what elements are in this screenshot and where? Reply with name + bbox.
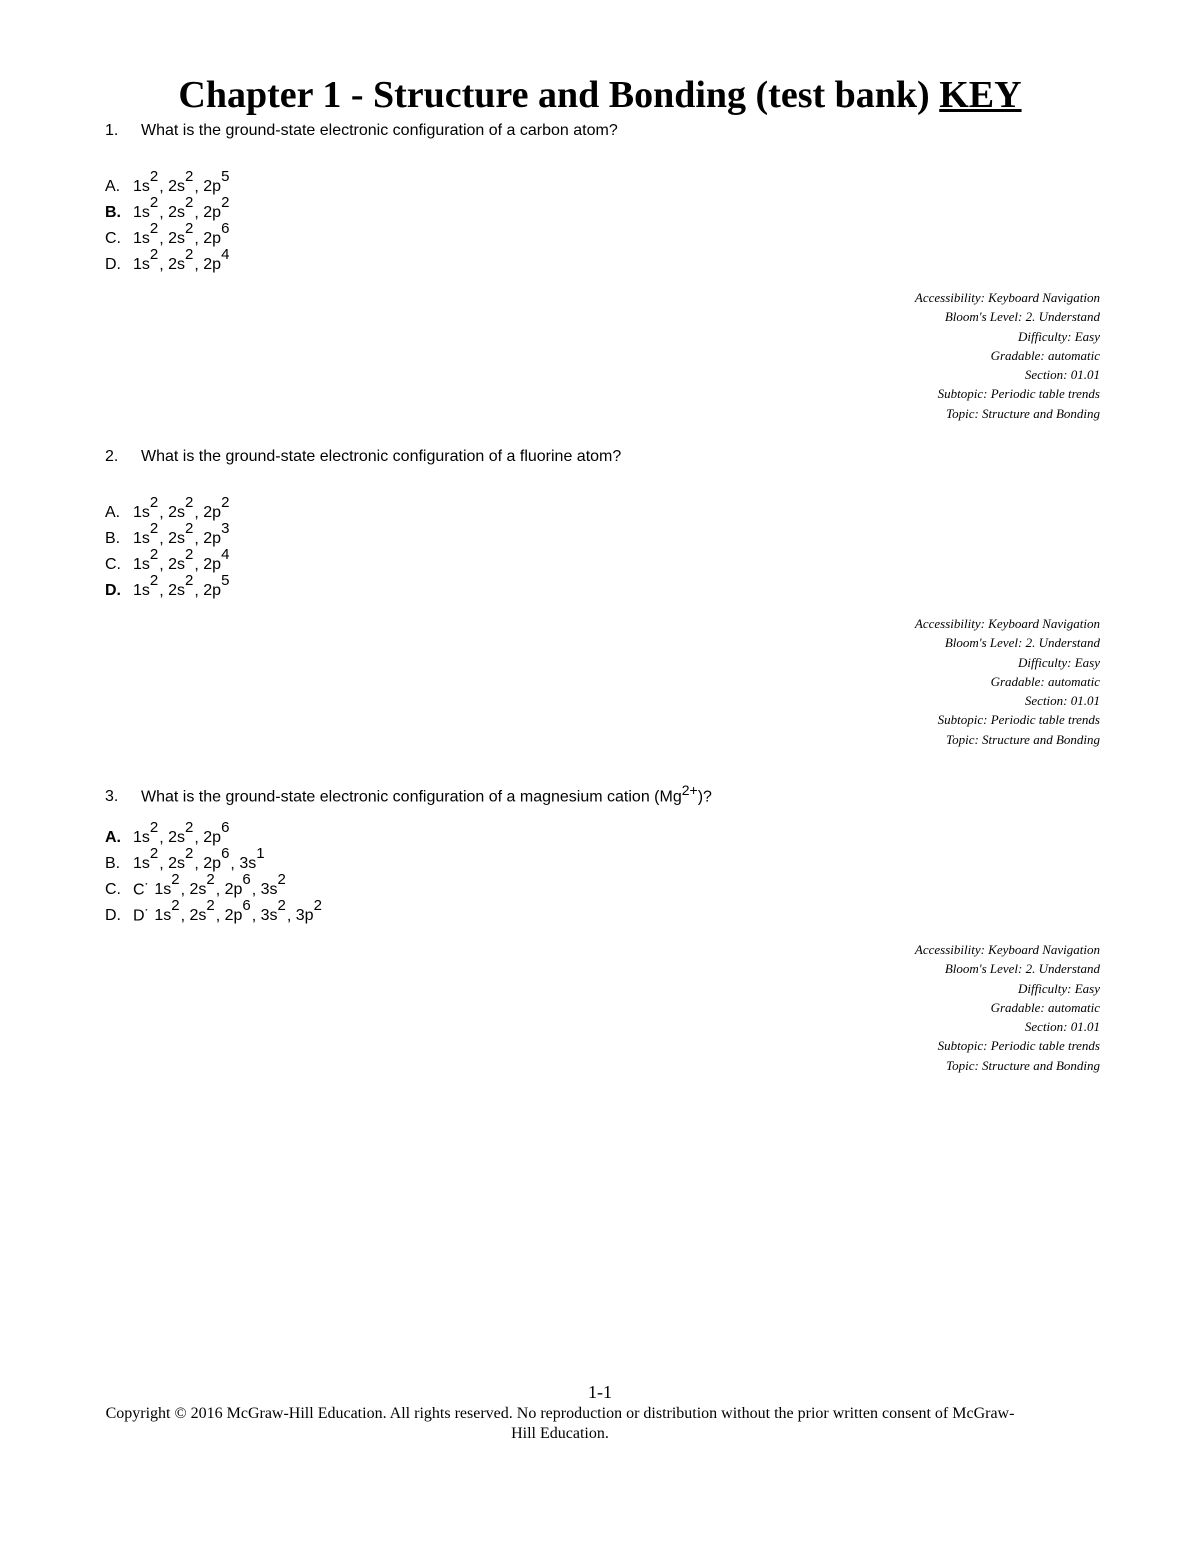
orbital-label: 1s xyxy=(154,881,172,899)
orbital-label: 3s xyxy=(239,855,257,873)
term-separator: , xyxy=(159,855,169,873)
term-separator: , xyxy=(251,907,261,925)
orbital-label: 2s xyxy=(168,230,186,248)
orbital-term xyxy=(168,220,194,248)
orbital-term xyxy=(133,819,159,847)
electron-count: 5 xyxy=(221,572,230,589)
orbital-term xyxy=(203,168,230,196)
term-separator: , xyxy=(159,256,169,274)
orbital-term xyxy=(133,246,159,274)
term-separator: , xyxy=(194,530,204,548)
answer-choice xyxy=(105,220,230,246)
orbital-label: 3p xyxy=(295,907,314,925)
orbital-label: 2p xyxy=(203,530,222,548)
metadata-line: Topic: Structure and Bonding xyxy=(946,1057,1100,1073)
electron-count: 2 xyxy=(149,168,159,185)
choice-letter: B. xyxy=(105,204,121,222)
electron-count: 2 xyxy=(185,168,194,185)
question-3-choices xyxy=(105,819,323,923)
orbital-label: 1s xyxy=(133,504,150,522)
metadata-line: Topic: Structure and Bonding xyxy=(946,405,1100,421)
question-number: 1. xyxy=(105,122,119,139)
term-separator: , xyxy=(194,230,204,248)
term-separator: , xyxy=(251,881,261,899)
orbital-label: 2s xyxy=(168,204,186,222)
term-separator: , xyxy=(286,907,296,925)
choice-letter: A. xyxy=(105,178,121,196)
term-separator: , xyxy=(194,178,204,196)
orbital-term xyxy=(203,572,230,600)
orbital-label: 1s xyxy=(133,178,150,196)
electron-count: 2 xyxy=(185,194,194,211)
electron-count: 2 xyxy=(206,897,215,914)
term-separator: , xyxy=(159,530,169,548)
page-footer xyxy=(0,1382,1200,1444)
choice-letter: D. xyxy=(105,907,121,925)
orbital-label: 2p xyxy=(203,178,222,196)
orbital-term xyxy=(133,168,159,196)
orbital-term xyxy=(133,572,159,600)
term-separator: , xyxy=(194,256,204,274)
orbital-term xyxy=(154,871,180,899)
orbital-label: 3s xyxy=(260,907,278,925)
metadata-line: Section: 01.01 xyxy=(1024,1019,1100,1035)
orbital-label: 1s xyxy=(133,582,150,600)
orbital-label: 2s xyxy=(168,582,186,600)
electron-count: 2 xyxy=(277,897,286,914)
orbital-label: 1s xyxy=(133,230,150,248)
orbital-term xyxy=(224,897,251,925)
orbital-label: 2s xyxy=(168,556,186,574)
electron-count: 2 xyxy=(149,494,159,511)
orbital-label: 2p xyxy=(203,582,222,600)
orbital-label: 2s xyxy=(168,829,186,847)
choice-letter: B. xyxy=(105,855,121,873)
metadata-line: Difficulty: Easy xyxy=(1018,980,1100,996)
orbital-label: 1s xyxy=(133,530,150,548)
term-separator: , xyxy=(159,582,169,600)
orbital-term xyxy=(133,546,159,574)
orbital-label: 2p xyxy=(203,504,222,522)
electron-count: 2 xyxy=(185,845,194,862)
electron-count: 2 xyxy=(206,871,215,888)
electron-count: 2 xyxy=(149,819,159,836)
question-2-stem xyxy=(105,447,621,467)
orbital-term xyxy=(133,494,159,522)
question-3-stem xyxy=(105,780,712,807)
question-2-choices xyxy=(105,494,230,598)
metadata-line: Section: 01.01 xyxy=(1024,367,1100,383)
question-number: 3. xyxy=(105,788,119,806)
orbital-term xyxy=(203,845,230,873)
question-text-end: )? xyxy=(697,788,712,806)
question-1-metadata xyxy=(800,288,1100,423)
electron-count: 2 xyxy=(185,819,194,836)
question-number: 2. xyxy=(105,448,119,465)
answer-choice xyxy=(105,871,323,897)
orbital-term xyxy=(203,246,230,274)
answer-choice xyxy=(105,246,230,272)
term-separator: , xyxy=(194,855,204,873)
term-separator: , xyxy=(180,881,190,899)
metadata-line: Topic: Structure and Bonding xyxy=(946,731,1100,747)
question-text: What is the ground-state electronic configuration of a carbon atom? xyxy=(141,122,618,139)
answer-choice xyxy=(105,897,323,923)
question-1-stem xyxy=(105,121,618,141)
orbital-term xyxy=(133,845,159,873)
orbital-term xyxy=(189,871,215,899)
term-separator: , xyxy=(194,556,204,574)
choice-prefix: C˙ xyxy=(133,881,155,899)
term-separator: , xyxy=(159,829,169,847)
electron-count: 3 xyxy=(221,520,230,537)
orbital-term xyxy=(168,246,194,274)
page-title xyxy=(0,72,1200,118)
orbital-label: 2p xyxy=(224,907,243,925)
orbital-term xyxy=(154,897,180,925)
term-separator: , xyxy=(194,582,204,600)
orbital-label: 2s xyxy=(168,504,186,522)
electron-count: 2 xyxy=(149,194,159,211)
question-2-metadata xyxy=(800,614,1100,749)
orbital-label: 2s xyxy=(168,855,186,873)
term-separator: , xyxy=(159,178,169,196)
electron-count: 2 xyxy=(221,494,230,511)
term-separator: , xyxy=(215,881,225,899)
electron-count: 2 xyxy=(185,520,194,537)
orbital-term xyxy=(203,546,230,574)
orbital-label: 3s xyxy=(260,881,278,899)
term-separator: , xyxy=(159,230,169,248)
orbital-term xyxy=(203,494,230,522)
metadata-line: Gradable: automatic xyxy=(990,673,1100,689)
answer-choice xyxy=(105,168,230,194)
title-main: Chapter 1 - Structure and Bonding (test bank) xyxy=(178,74,930,116)
orbital-term xyxy=(168,168,194,196)
electron-count: 2 xyxy=(149,246,159,263)
electron-count: 2 xyxy=(149,546,159,563)
choice-letter: C. xyxy=(105,556,121,574)
metadata-line: Subtopic: Periodic table trends xyxy=(937,712,1100,728)
answer-choice xyxy=(105,819,323,845)
orbital-term xyxy=(168,546,194,574)
answer-choice xyxy=(105,520,230,546)
term-separator: , xyxy=(230,855,240,873)
orbital-term xyxy=(203,520,230,548)
orbital-label: 1s xyxy=(133,556,150,574)
orbital-label: 2p xyxy=(224,881,243,899)
orbital-label: 2s xyxy=(189,907,207,925)
orbital-term xyxy=(133,520,159,548)
orbital-term xyxy=(168,494,194,522)
question-text: What is the ground-state electronic configuration of a magnesium cation (Mg xyxy=(141,788,682,806)
metadata-line: Bloom's Level: 2. Understand xyxy=(944,635,1100,651)
electron-count: 4 xyxy=(221,246,230,263)
term-separator: , xyxy=(194,204,204,222)
electron-count: 2 xyxy=(185,546,194,563)
orbital-label: 2s xyxy=(168,530,186,548)
orbital-term xyxy=(189,897,215,925)
metadata-line: Difficulty: Easy xyxy=(1018,328,1100,344)
metadata-line: Gradable: automatic xyxy=(990,999,1100,1015)
electron-count: 2 xyxy=(185,572,194,589)
orbital-term xyxy=(203,220,230,248)
term-separator: , xyxy=(159,204,169,222)
orbital-label: 2p xyxy=(203,230,222,248)
answer-choice xyxy=(105,194,230,220)
electron-count: 2 xyxy=(149,572,159,589)
orbital-label: 2p xyxy=(203,256,222,274)
orbital-label: 2p xyxy=(203,204,222,222)
orbital-label: 2p xyxy=(203,829,222,847)
metadata-line: Subtopic: Periodic table trends xyxy=(937,386,1100,402)
orbital-label: 2s xyxy=(189,881,207,899)
electron-count: 2 xyxy=(277,871,286,888)
choice-letter: D. xyxy=(105,582,121,600)
electron-count: 2 xyxy=(149,220,159,237)
question-1-choices xyxy=(105,168,230,272)
electron-count: 6 xyxy=(221,845,230,862)
metadata-line: Gradable: automatic xyxy=(990,347,1100,363)
metadata-line: Accessibility: Keyboard Navigation xyxy=(914,616,1100,631)
orbital-term xyxy=(168,194,194,222)
orbital-term xyxy=(168,520,194,548)
electron-count: 2 xyxy=(185,220,194,237)
metadata-line: Accessibility: Keyboard Navigation xyxy=(914,290,1100,305)
metadata-line: Bloom's Level: 2. Understand xyxy=(944,961,1100,977)
orbital-term xyxy=(224,871,251,899)
choice-letter: B. xyxy=(105,530,121,548)
orbital-label: 2s xyxy=(168,256,186,274)
orbital-term xyxy=(203,194,230,222)
term-separator: , xyxy=(159,504,169,522)
orbital-label: 1s xyxy=(133,256,150,274)
page-number: 1-1 xyxy=(588,1382,612,1402)
electron-count: 2 xyxy=(313,897,322,914)
orbital-label: 2p xyxy=(203,855,222,873)
term-separator: , xyxy=(159,556,169,574)
orbital-term xyxy=(168,819,194,847)
copyright-notice: Copyright © 2016 McGraw-Hill Education. All rights reserved. No reproduction or distribution without the prior written consent of McGraw-Hill Education. xyxy=(105,1405,1015,1442)
orbital-label: 1s xyxy=(133,829,150,847)
electron-count: 6 xyxy=(221,819,230,836)
choice-prefix: D˙ xyxy=(133,907,155,925)
choice-letter: C. xyxy=(105,230,121,248)
orbital-label: 1s xyxy=(133,855,150,873)
title-key: KEY xyxy=(939,74,1022,116)
electron-count: 6 xyxy=(242,897,251,914)
question-3-metadata xyxy=(800,940,1100,1075)
metadata-line: Accessibility: Keyboard Navigation xyxy=(914,942,1100,957)
electron-count: 2 xyxy=(149,520,159,537)
electron-count: 6 xyxy=(242,871,251,888)
orbital-label: 2p xyxy=(203,556,222,574)
choice-letter: A. xyxy=(105,504,121,522)
electron-count: 2 xyxy=(171,897,180,914)
term-separator: , xyxy=(194,504,204,522)
electron-count: 2 xyxy=(149,845,159,862)
answer-choice xyxy=(105,572,230,598)
electron-count: 2 xyxy=(221,194,230,211)
metadata-line: Section: 01.01 xyxy=(1024,693,1100,709)
electron-count: 1 xyxy=(256,845,265,862)
orbital-term xyxy=(260,897,286,925)
answer-choice xyxy=(105,845,323,871)
choice-letter: A. xyxy=(105,829,121,847)
orbital-label: 1s xyxy=(154,907,172,925)
metadata-line: Bloom's Level: 2. Understand xyxy=(944,309,1100,325)
orbital-term xyxy=(295,897,322,925)
electron-count: 6 xyxy=(221,220,230,237)
electron-count: 5 xyxy=(221,168,230,185)
orbital-term xyxy=(133,220,159,248)
choice-letter: C. xyxy=(105,881,121,899)
electron-count: 2 xyxy=(185,246,194,263)
orbital-label: 2s xyxy=(168,178,186,196)
orbital-term xyxy=(133,194,159,222)
choice-letter: D. xyxy=(105,256,121,274)
term-separator: , xyxy=(194,829,204,847)
term-separator: , xyxy=(215,907,225,925)
answer-choice xyxy=(105,546,230,572)
orbital-term xyxy=(203,819,230,847)
orbital-term xyxy=(239,845,265,873)
question-text: What is the ground-state electronic configuration of a fluorine atom? xyxy=(141,448,622,465)
orbital-term xyxy=(168,845,194,873)
orbital-term xyxy=(260,871,286,899)
question-charge: 2+ xyxy=(681,782,698,798)
electron-count: 4 xyxy=(221,546,230,563)
orbital-term xyxy=(168,572,194,600)
term-separator: , xyxy=(180,907,190,925)
answer-choice xyxy=(105,494,230,520)
electron-count: 2 xyxy=(185,494,194,511)
metadata-line: Subtopic: Periodic table trends xyxy=(937,1038,1100,1054)
metadata-line: Difficulty: Easy xyxy=(1018,654,1100,670)
electron-count: 2 xyxy=(171,871,180,888)
orbital-label: 1s xyxy=(133,204,150,222)
